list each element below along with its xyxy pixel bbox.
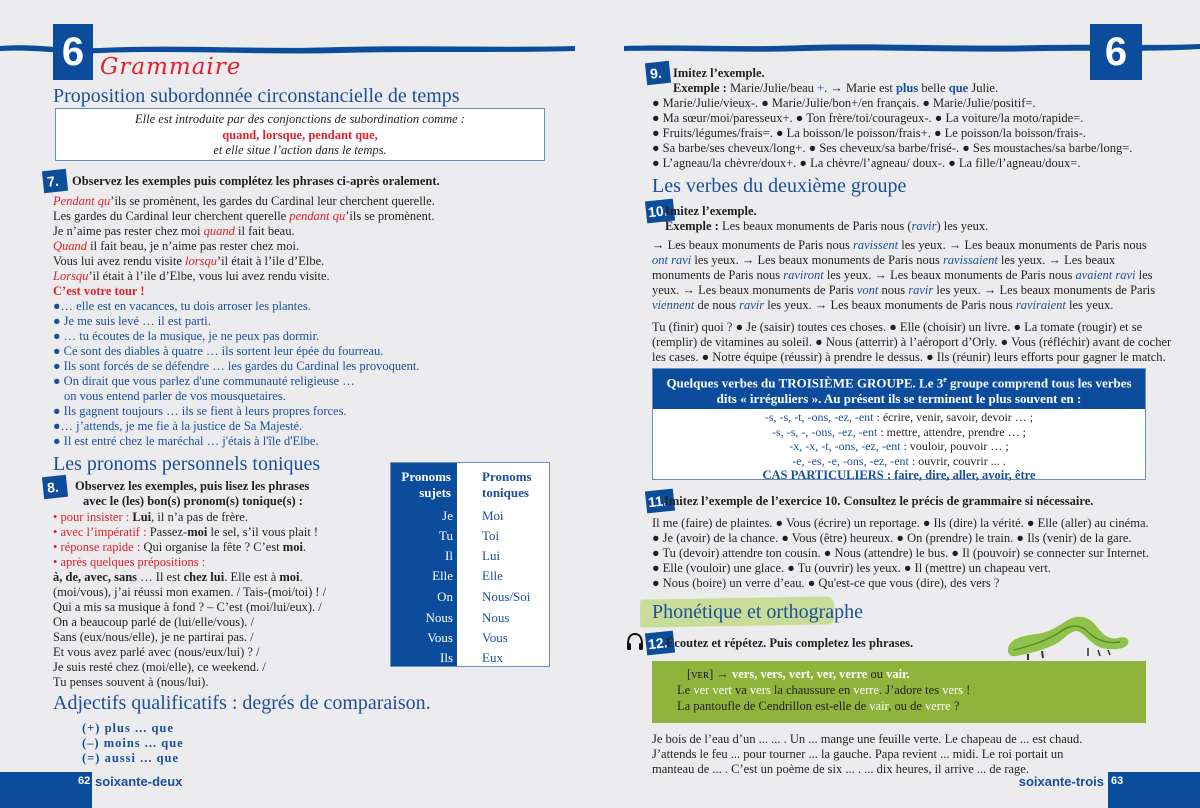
exercise-11-line: ● Elle (vouloir) une glace. ● Tu (ouvrir) les yeux. ● Il (mettre) un chapeau vert. — [652, 561, 1051, 575]
exercise-10-example: Exemple : Les beaux monuments de Paris nous (ravir) les yeux. — [665, 219, 989, 233]
exercise-9-example: Exemple : Marie/Julie/beau +. → Marie est plus belle que Julie. — [673, 81, 999, 95]
exercise-8-sentence: Je suis resté chez (moi/elle), ce weekend. / — [53, 660, 266, 674]
pronoun-row: Ils Eux — [440, 650, 503, 665]
exercise-7-item: ● Je me suis levé … il est parti. — [53, 314, 211, 328]
exercise-9-instruction: Imitez l’exemple. — [673, 66, 765, 80]
exercise-10-badge: 10. — [645, 199, 675, 224]
exercise-7-item: ● Ils sont forcés de se défendre … les gardes du Cardinal les provoquent. — [53, 359, 420, 373]
preposition-label: • après quelques prépositions : — [53, 555, 206, 569]
third-group-box — [652, 368, 1146, 483]
ending-row: -s, -s, -, -ons, -ez, -ent : mettre, attendre, prendre … ; — [772, 424, 1026, 439]
comparison-item: (–) moins ... que — [82, 736, 184, 750]
exercise-8-instruction: Observez les exemples, puis lisez les phrases avec le (les) bon(s) pronom(s) tonique(s) : — [75, 479, 310, 508]
example-line: Lorsqu’il était à l’ile d’Elbe, vous lui avez rendu visite. — [53, 269, 330, 283]
practice-line: Tu (finir) quoi ? ● Je (saisir) toutes ces choses. ● Elle (choisir) un livre. ● La tomate (rougir) et se — [652, 320, 1143, 334]
exercise-8-sentence: On a beaucoup parlé de (lui/elle/vous). / — [53, 615, 254, 629]
phonetics-green-box — [652, 661, 1146, 723]
pronoun-row: Je Moi — [442, 508, 504, 523]
section-title-second-group: Les verbes du deuxième groupe — [652, 175, 907, 197]
exercise-9-items — [652, 96, 1132, 171]
special-cases: CAS PARTICULIERS : faire, dire, aller, avoir, être — [762, 468, 1036, 483]
exercise-11-line: ● Tu (devoir) attendre ton cousin. ● Nous (attendre) le bus. ● Il (pouvoir) se connecter sur Internet. — [652, 546, 1149, 560]
section-title-subordinate: Proposition subordonnée circonstancielle de temps — [53, 85, 460, 107]
page-word-left: soixante-deux — [95, 774, 183, 789]
headphones-icon — [625, 632, 645, 652]
exercise-11-line: ● Je (avoir) de la chance. ● Vous (être) heureux. ● On (prendre) le train. ● Ils (venir) de la gare. — [652, 531, 1132, 545]
header-tonic-pronouns: Pronoms toniques — [482, 469, 532, 500]
answer-line: yeux. → Les beaux monuments de Paris vont nous ravir les yeux. → Les beaux monuments de Paris — [652, 283, 1156, 297]
header-subject-pronouns: Pronoms sujets — [401, 469, 451, 500]
exercise-7-instruction: Observez les exemples puis complétez les phrases ci-après oralement. — [72, 174, 440, 188]
fill-line: J’attends le feu ... pour tourner ... la gauche. Papa revient ... midi. Le roi portait un — [652, 747, 1064, 761]
your-turn-label: C’est votre tour ! — [53, 284, 145, 298]
section-title-comparison: Adjectifs qualificatifs : degrés de comparaison. — [53, 692, 431, 714]
exercise-7-item: ● Il est entré chez le maréchal … j'étais à l'île d'Elbe. — [53, 434, 319, 448]
page-word-right: soixante-trois — [1018, 774, 1104, 789]
exercise-9-badge: 9. — [645, 61, 671, 85]
rule-line: • avec l’impératif : Passez-moi le sel, s’il vous plait ! — [53, 525, 319, 539]
exercise-12-badge: 12. — [645, 631, 675, 656]
exercise-7-badge: 7. — [42, 169, 68, 193]
ending-row: -s, -s, -t, -ons, -ez, -ent : écrire, venir, savoir, devoir … ; — [764, 410, 1034, 425]
preposition-line: à, de, avec, sans … Il est chez lui. Elle est à moi. — [53, 570, 303, 584]
exercise-8-sentence: Qui a mis sa musique à fond ? – C’est (moi/lui/eux). / — [53, 600, 322, 614]
exercise-11-badge: 11. — [645, 489, 675, 514]
rule-line: • réponse rapide : Qui organise la fête ? C’est moi. — [53, 540, 307, 554]
exercise-8-sentence: Et vous avez parlé avec (nous/eux/lui) ? / — [53, 645, 260, 659]
phonetics-line: [vᴇʀ] → vers, vers, vert, ver, verre ou vair. — [687, 667, 910, 681]
answer-line: ont ravi les yeux. → Les beaux monuments de Paris nous ravissaient les yeux. → Les beaux — [652, 253, 1116, 267]
exercise-9-item: ● Ma sœur/moi/paresseux+. ● Ton frère/toi/courageux-. ● La voiture/la moto/rapide=. — [652, 111, 1084, 125]
exercise-8-sentence: Sans (eux/nous/elle), je ne partirai pas. / — [53, 630, 254, 644]
section-title-phonetics: Phonétique et orthographe — [652, 601, 864, 623]
exercise-9-item: ● Marie/Julie/vieux-. ● Marie/Julie/bon+/en français. ● Marie/Julie/positif=. — [652, 96, 1036, 110]
exercise-7-item: ● … tu écoutes de la musique, je ne peux pas dormir. — [53, 329, 320, 343]
exercise-7-item: ●… elle est en vacances, tu dois arroser les plantes. — [53, 299, 311, 313]
pronoun-row: On Nous/Soi — [437, 589, 531, 604]
practice-line: les cases. ● Notre équipe (réussir) à prendre le dessus. ● Ils (réunir) leurs efforts pour gagner le match. — [652, 350, 1166, 364]
pronoun-table — [390, 462, 550, 667]
answer-line: monuments de Paris nous raviront les yeux. → Les beaux monuments de Paris nous avaient ravi les — [652, 268, 1153, 282]
answer-line: → Les beaux monuments de Paris nous ravissent les yeux. → Les beaux monuments de Paris nous — [652, 238, 1147, 252]
comparison-item: (=) aussi ... que — [82, 751, 180, 765]
exercise-7-item: ● On dirait que vous parlez d'une communauté religieuse … — [53, 374, 355, 388]
pronoun-row: Elle Elle — [432, 568, 503, 583]
exercise-7-item: ● Ils gagnent toujours … ils se fient à leurs propres forces. — [53, 404, 347, 418]
pronoun-row: Nous Nous — [425, 610, 510, 625]
exercise-10-practice — [652, 320, 1171, 365]
example-line: Je n’aime pas rester chez moi quand il fait beau. — [53, 224, 295, 238]
exercise-11-lines — [652, 516, 1149, 591]
caterpillar-image — [1000, 610, 1150, 662]
example-line: Quand il fait beau, je n’aime pas rester chez moi. — [53, 239, 300, 253]
chapter-number-badge-right: 6 — [1090, 24, 1142, 80]
exercise-9-item: ● Sa barbe/ses cheveux/long+. ● Ses cheveux/sa barbe/frisé-. ● Ses moustaches/sa barbe/long=. — [652, 141, 1133, 155]
exercise-7-item: on vous entend parler de vos mousquetaires. — [64, 389, 286, 403]
practice-line: (remplir) de vitamines au soleil. ● Nous (atterrir) à l’aéroport d’Orly. ● Vous (réfléchir) avant de cocher — [652, 335, 1172, 349]
exercise-10-instruction: Imitez l’exemple. — [665, 204, 757, 218]
rule-line: • pour insister : Lui, il n’a pas de frère. — [53, 510, 248, 524]
exercise-11-line: Il me (faire) de plaintes. ● Vous (écrire) un reportage. ● Ils (dire) la vérité. ● Elle (aller) au cinéma. — [652, 516, 1149, 530]
page-number-right: 63 — [1111, 775, 1124, 787]
fill-line: manteau de ... . C’est un poème de six ... . ... dix heures, il arrive ... de rage. — [652, 762, 1029, 776]
comparison-item: (+) plus ... que — [82, 721, 174, 735]
rule-conjunctions: quand, lorsque, pendant que, — [222, 127, 378, 142]
exercise-8-body — [53, 510, 326, 690]
exercise-8-sentence: (moi/vous), j’ai réussi mon examen. / Tais-(moi/toi) ! / — [53, 585, 327, 599]
exercise-11-line: ● Nous (boire) un verre d’eau. ● Qu'est-ce que vous (dire), des vers ? — [652, 576, 1000, 590]
chapter-number-badge: 6 — [53, 24, 93, 80]
third-group-header: Quelques verbes du TROISIÈME GROUPE. Le 3e groupe comprend tous les verbes dits « irréguliers ». Au présent ils se terminent le plus souvent en : — [653, 369, 1145, 409]
fill-line: Je bois de l’eau d’un ... ... . Un ... mange une feuille verte. Le chapeau de ... est chaud. — [652, 732, 1083, 746]
answer-line: viennent de nous ravir les yeux. → Les beaux monuments de Paris nous raviraient les yeux. — [652, 298, 1114, 312]
example-line: Pendant qu’ils se promènent, les gardes du Cardinal leur cherchent querelle. — [53, 194, 435, 208]
ending-row: -x, -x, -t, -ons, -ez, -ent : vouloir, pouvoir … ; — [789, 439, 1009, 454]
ending-row: -e, -es, -e, -ons, -ez, -ent : ouvrir, couvrir ... . — [792, 453, 1006, 468]
pronoun-row: Tu Toi — [439, 528, 500, 543]
exercise-7-item: ●… j’attends, je me fie à la justice de Sa Majesté. — [53, 419, 303, 433]
example-line: Les gardes du Cardinal leur cherchent querelle pendant qu’ils se promènent. — [53, 209, 435, 223]
pronoun-row: Il Lui — [445, 548, 501, 563]
phonetics-line: La pantoufle de Cendrillon est-elle de vair, ou de verre ? — [677, 699, 960, 713]
example-line: Vous lui avez rendu visite lorsqu’il était à l’ile d’Elbe. — [53, 254, 325, 268]
exercise-10-answers — [652, 238, 1155, 313]
rule-line-3: et elle situe l’action dans le temps. — [213, 143, 387, 157]
exercise-9-item: ● L’agneau/la chèvre/doux+. ● La chèvre/l’agneau/ doux-. ● La fille/l’agneau/doux=. — [652, 156, 1081, 170]
section-title-tonic-pronouns: Les pronoms personnels toniques — [53, 453, 321, 475]
exercise-9-item: ● Fruits/légumes/frais=. ● La boisson/le poisson/frais+. ● Le poisson/la boisson/frais-. — [652, 126, 1086, 140]
rule-box — [55, 108, 545, 161]
phonetics-line: Le ver vert va vers la chaussure en verre. J’adore tes vers ! — [677, 683, 971, 697]
exercise-12-fill-lines — [652, 732, 1082, 777]
exercise-11-instruction: Imitez l’exemple de l’exercice 10. Consultez le précis de grammaire si nécessaire. — [664, 494, 1094, 508]
rule-line-1: Elle est introduite par des conjonctions de subordination comme : — [135, 112, 465, 126]
exercise-7-item: ● Ce sont des diables à quatre … ils sortent leur épée du fourreau. — [53, 344, 384, 358]
exercise-7-examples — [53, 194, 435, 449]
exercise-8-sentence: Tu penses souvent à (nous/lui). — [53, 675, 209, 689]
comparison-list — [82, 721, 184, 766]
pronoun-row: Vous Vous — [427, 630, 508, 645]
chapter-title: Grammaire — [100, 54, 242, 80]
exercise-8-badge: 8. — [42, 475, 68, 499]
page-number-left: 62 — [78, 775, 91, 787]
exercise-12-instruction: Écoutez et répétez. Puis completez les phrases. — [666, 636, 914, 650]
